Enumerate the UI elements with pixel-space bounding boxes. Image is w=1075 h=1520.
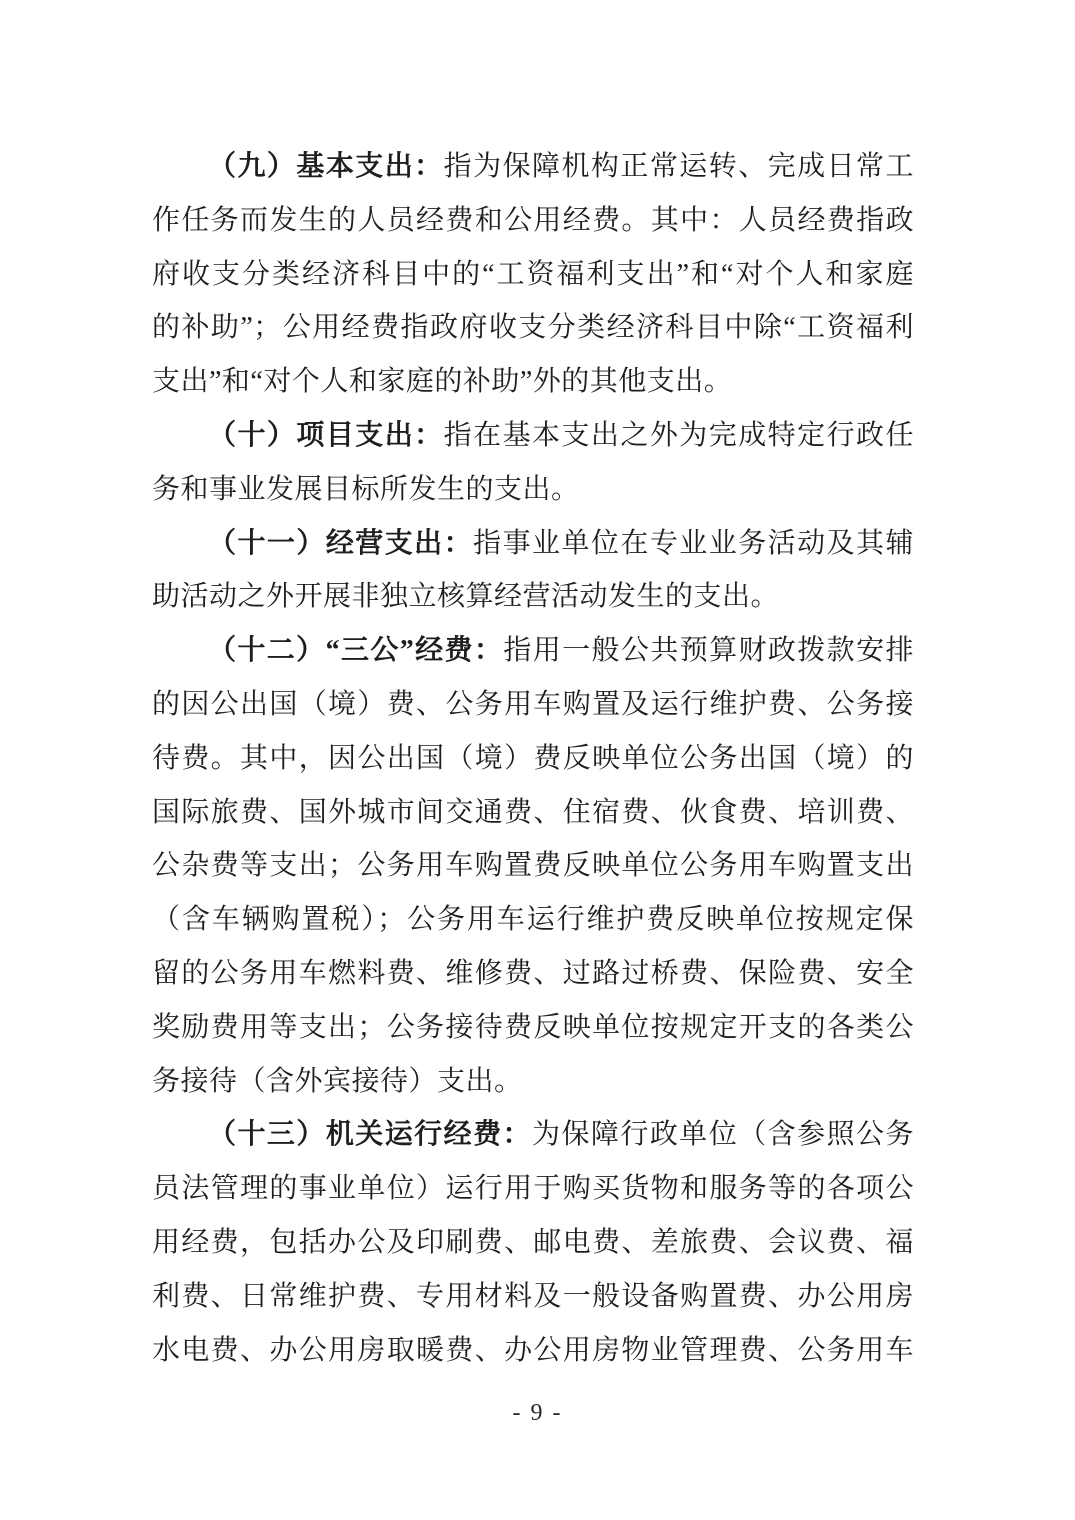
text-line: （含车辆购置税）；公务用车运行维护费反映单位按规定保 [152, 904, 914, 936]
text-line: （十一）经营支出：指事业单位在专业业务活动及其辅 [208, 527, 914, 559]
text-line: （九）基本支出：指为保障机构正常运转、完成日常工 [208, 151, 914, 182]
text-line: 公杂费等支出；公务用车购置费反映单位公务用车购置支出 [152, 850, 914, 882]
text-line: 员法管理的事业单位）运行用于购买货物和服务等的各项公 [152, 1173, 914, 1205]
paragraph-heading: （十）项目支出： [208, 419, 444, 451]
text-line: 利费、日常维护费、专用材料及一般设备购置费、办公用房 [152, 1280, 914, 1312]
text-line: 用经费，包括办公及印刷费、邮电费、差旅费、会议费、福 [152, 1226, 914, 1258]
text-line: 府收支分类经济科目中的“工资福利支出”和“对个人和家庭 [152, 258, 914, 290]
text-line: 奖励费用等支出；公务接待费反映单位按规定开支的各类公 [152, 1011, 914, 1043]
text-line: 的因公出国（境）费、公务用车购置及运行维护费、公务接 [152, 688, 914, 720]
text-line: 务和事业发展目标所发生的支出。 [152, 473, 580, 505]
page-footer [0, 1400, 1075, 1427]
text-line: 水电费、办公用房取暖费、办公用房物业管理费、公务用车 [152, 1334, 914, 1366]
text-line: （十三）机关运行经费：为保障行政单位（含参照公务 [208, 1119, 914, 1151]
paragraph-heading: （十一）经营支出： [208, 527, 474, 559]
text-line: （十）项目支出：指在基本支出之外为完成特定行政任 [208, 419, 914, 451]
text-line: （十二）“三公”经费：指用一般公共预算财政拨款安排 [208, 635, 914, 667]
text-line: 国际旅费、国外城市间交通费、住宿费、伙食费、培训费、 [152, 796, 914, 828]
page-number: - 9 - [512, 1400, 563, 1426]
paragraph-heading: （十二）“三公”经费： [208, 635, 504, 667]
document-body [152, 140, 914, 1377]
text-line: 务接待（含外宾接待）支出。 [152, 1065, 523, 1097]
text-line: 的补助”；公用经费指政府收支分类经济科目中除“工资福利 [152, 312, 914, 344]
paragraph-heading: （十三）机关运行经费： [208, 1119, 533, 1151]
text-line: 支出”和“对个人和家庭的补助”外的其他支出。 [152, 366, 733, 398]
paragraph-heading: （九）基本支出： [208, 151, 444, 182]
text-line: 留的公务用车燃料费、维修费、过路过桥费、保险费、安全 [152, 957, 914, 989]
text-line: 助活动之外开展非独立核算经营活动发生的支出。 [152, 581, 780, 613]
text-line: 作任务而发生的人员经费和公用经费。其中：人员经费指政 [152, 204, 914, 236]
text-line: 待费。其中，因公出国（境）费反映单位公务出国（境）的 [152, 742, 914, 774]
